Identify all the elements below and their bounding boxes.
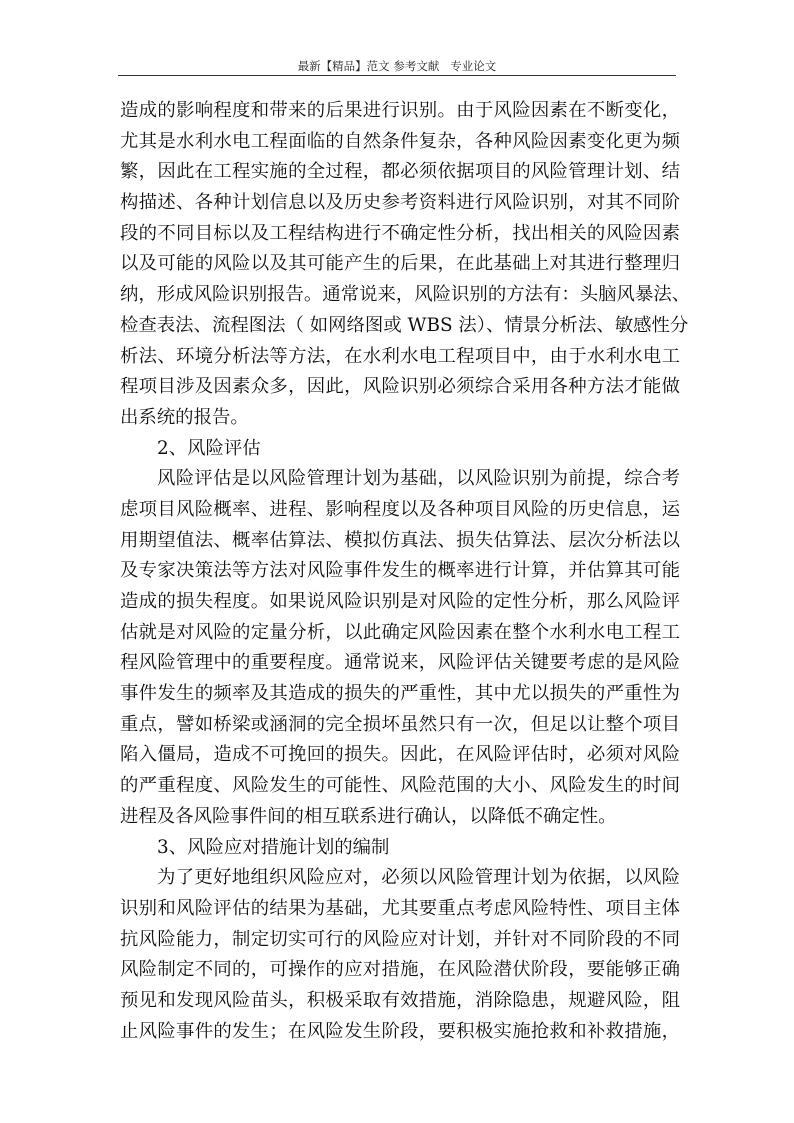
body-line: 虑项目风险概率、进程、影响程度以及各种项目风险的历史信息，运 [120, 498, 680, 520]
body-line: 析法、环境分析法等方法，在水利水电工程项目中，由于水利水电工 [120, 345, 680, 367]
section-heading: 2、风险评估 [157, 437, 261, 459]
body-line: 的严重程度、风险发生的可能性、风险范围的大小、风险发生的时间 [120, 775, 680, 797]
body-line: 尤其是水利水电工程面临的自然条件复杂，各种风险因素变化更为频 [120, 130, 680, 152]
body-line: 为了更好地组织风险应对，必须以风险管理计划为依据，以风险 [157, 867, 680, 889]
body-line: 止风险事件的发生；在风险发生阶段，要积极实施抢救和补救措施， [120, 1020, 680, 1042]
body-line: 以及可能的风险以及其可能产生的后果，在此基础上对其进行整理归 [120, 253, 680, 275]
body-line: 估就是对风险的定量分析，以此确定风险因素在整个水利水电工程工 [120, 621, 680, 643]
body-line: 构描述、各种计划信息以及历史参考资料进行风险识别，对其不同阶 [120, 192, 680, 214]
body-line: 抗风险能力，制定切实可行的风险应对计划，并针对不同阶段的不同 [120, 928, 680, 950]
body-line: 造成的损失程度。如果说风险识别是对风险的定性分析，那么风险评 [120, 591, 680, 612]
header-text: 最新【精品】范文 参考文献 专业论文 [297, 59, 497, 73]
body-line: 用期望值法、概率估算法、模拟仿真法、损失估算法、层次分析法以 [120, 529, 680, 551]
body-line: 检查表法、流程图法（ 如网络图或 WBS 法）、情景分析法、敏感性分 [120, 314, 689, 336]
body-line: 造成的影响程度和带来的后果进行识别。由于风险因素在不断变化， [120, 100, 680, 121]
body-line: 陷入僵局，造成不可挽回的损失。因此，在风险评估时，必须对风险 [120, 744, 680, 766]
body-line: 事件发生的频率及其造成的损失的严重性，其中尤以损失的严重性为 [120, 683, 680, 705]
body-line: 风险制定不同的，可操作的应对措施，在风险潜伏阶段，要能够正确 [120, 959, 680, 981]
body-line: 进程及各风险事件间的相互联系进行确认，以降低不确定性。 [120, 805, 617, 827]
body-line: 预见和发现风险苗头，积极采取有效措施，消除隐患，规避风险，阻 [120, 989, 680, 1011]
body-line: 及专家决策法等方法对风险事件发生的概率进行计算，并估算其可能 [120, 560, 680, 582]
body-line: 段的不同目标以及工程结构进行不确定性分析，找出相关的风险因素 [120, 222, 680, 244]
body-line: 识别和风险评估的结果为基础，尤其要重点考虑风险特性、项目主体 [120, 897, 680, 919]
body-line: 繁，因此在工程实施的全过程，都必须依据项目的风险管理计划、结 [120, 161, 680, 183]
section-heading: 3、风险应对措施计划的编制 [157, 836, 390, 858]
body-line: 纳，形成风险识别报告。通常说来，风险识别的方法有：头脑风暴法、 [120, 284, 691, 306]
document-body [120, 96, 691, 1047]
body-line: 出系统的报告。 [120, 406, 249, 428]
body-line: 程项目涉及因素众多，因此，风险识别必须综合采用各种方法才能做 [120, 376, 680, 398]
body-line: 程风险管理中的重要程度。通常说来，风险评估关键要考虑的是风险 [120, 652, 680, 674]
body-line: 风险评估是以风险管理计划为基础，以风险识别为前提，综合考 [157, 468, 680, 490]
body-line: 重点，譬如桥梁或涵洞的完全损坏虽然只有一次，但足以让整个项目 [120, 713, 680, 735]
page-header [118, 55, 676, 76]
